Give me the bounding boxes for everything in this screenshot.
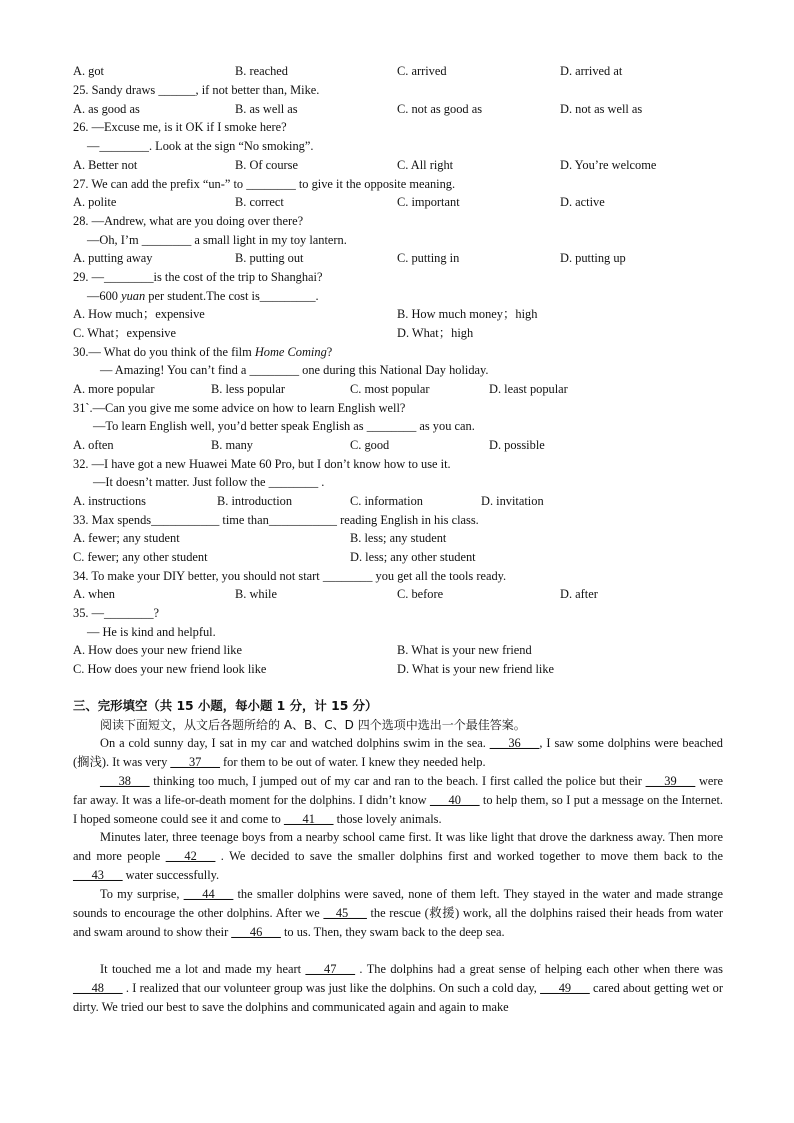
q34-option-a: A. when	[73, 587, 115, 601]
q33-option-a: A. fewer; any student	[73, 531, 180, 545]
passage-paragraph-5: It touched me a lot and made my heart ___47___ . The dolphins had a great sense of helping each other when there was ___48___ . I realized that our volunteer group was just like the dolphins. On such a cold day, ___49___ cared about getting wet or dirty. We tried our best to save the dolphins and communicated again and again to make	[73, 962, 723, 1014]
q27-option-d: D. active	[560, 195, 605, 209]
blank: ___48___	[73, 980, 123, 995]
q29-stem: 29. —________is the cost of the trip to Shanghai?	[73, 270, 323, 284]
blank: ___36___	[489, 736, 540, 750]
q28-stem: 28. —Andrew, what are you doing over there?	[73, 214, 304, 228]
q26-reply: —________. Look at the sign “No smoking”.	[87, 139, 314, 153]
blank: ___42___	[165, 848, 216, 863]
q32-option-c: C. information	[350, 494, 423, 508]
q28-option-c: C. putting in	[397, 251, 460, 265]
q29-option-b: B. How much money；high	[397, 307, 538, 321]
q24-option-c: C. arrived	[397, 64, 447, 78]
q35-reply: — He is kind and helpful.	[87, 625, 216, 639]
q25-option-d: D. not as well as	[560, 102, 643, 116]
q32-reply: —It doesn’t matter. Just follow the ________ .	[93, 475, 325, 489]
q25-stem: 25. Sandy draws ______, if not better than, Mike.	[73, 83, 320, 97]
q28-option-b: B. putting out	[235, 251, 304, 265]
q35-option-b: B. What is your new friend	[397, 643, 532, 657]
q28-option-d: D. putting up	[560, 251, 626, 265]
q27-option-a: A. polite	[73, 195, 117, 209]
q29-reply: —600 yuan per student.The cost is_________.	[87, 289, 319, 303]
q24-option-b: B. reached	[235, 64, 288, 78]
passage-paragraph-1: On a cold sunny day, I sat in my car and watched dolphins swim in the sea. ___36___, I saw some dolphins were beached (搁浅). It was very ___37___ for them to be out of water. I knew they needed help.	[73, 736, 724, 769]
blank: ___39___	[645, 774, 696, 788]
q34-option-b: B. while	[235, 587, 277, 601]
blank: ___46___	[231, 924, 281, 939]
q28-reply: —Oh, I’m ________ a small light in my toy lantern.	[87, 233, 347, 247]
q35-option-c: C. How does your new friend look like	[73, 662, 267, 676]
q30-option-d: D. least popular	[489, 382, 568, 396]
blank: ___37___	[170, 754, 220, 769]
blank: ___49___	[540, 980, 590, 995]
q33-option-d: D. less; any other student	[350, 550, 476, 564]
passage-paragraph-4: To my surprise, ___44___ the smaller dolphins were saved, none of them left. They stayed in the water and made strange sounds to encourage the other dolphins. After we __45___ the rescue (救援) work, all the dolphins raised their heads from water and swam around to show their ___46___ to us. Then, they swam back to the deep sea.	[73, 887, 723, 939]
q35-stem: 35. —________?	[73, 606, 160, 620]
passage-paragraph-3: Minutes later, three teenage boys from a nearby school came first. It was like light that drove the darkness away. Then more and more people ___42___ . We decided to save the smaller dolphins first and worked together to move them back to the ___43___ water successfully.	[73, 830, 723, 882]
q30-stem: 30.— What do you think of the film Home Coming?	[73, 345, 333, 359]
q27-option-c: C. important	[397, 195, 460, 209]
blank: ___40___	[429, 792, 480, 807]
q30-reply: — Amazing! You can’t find a ________ one during this National Day holiday.	[100, 363, 489, 377]
q31-option-a: A. often	[73, 438, 114, 452]
q31-option-b: B. many	[211, 438, 253, 452]
q33-option-b: B. less; any student	[350, 531, 447, 545]
q32-stem: 32. —I have got a new Huawei Mate 60 Pro, but I don’t know how to use it.	[73, 457, 451, 471]
q32-option-d: D. invitation	[481, 494, 544, 508]
q29-option-d: D. What；high	[397, 326, 474, 340]
film-title: Home Coming	[254, 345, 327, 359]
q30-option-c: C. most popular	[350, 382, 430, 396]
blank: ___38___	[100, 774, 150, 788]
q28-option-a: A. putting away	[73, 251, 153, 265]
q26-option-b: B. Of course	[235, 158, 298, 172]
q26-option-c: C. All right	[397, 158, 454, 172]
q31-stem: 31`.—Can you give me some advice on how to learn English well?	[73, 401, 406, 415]
q25-option-b: B. as well as	[235, 102, 298, 116]
q32-option-b: B. introduction	[217, 494, 293, 508]
blank: ___44___	[183, 887, 234, 901]
blank: ___43___	[73, 867, 123, 882]
q34-stem: 34. To make your DIY better, you should not start ________ you get all the tools ready.	[73, 569, 507, 583]
q31-option-c: C. good	[350, 438, 390, 452]
q35-option-d: D. What is your new friend like	[397, 662, 555, 676]
q33-stem: 33. Max spends___________ time than___________ reading English in his class.	[73, 513, 479, 527]
q30-option-a: A. more popular	[73, 382, 155, 396]
q26-stem: 26. —Excuse me, is it OK if I smoke here?	[73, 120, 287, 134]
q26-option-a: A. Better not	[73, 158, 138, 172]
q27-option-b: B. correct	[235, 195, 284, 209]
blank: ___41___	[283, 811, 334, 826]
passage-paragraph-2: ___38___ thinking too much, I jumped out of my car and ran to the beach. I first called the police but their ___39___ were far away. It was a life-or-death moment for the dolphins. I didn’t know ___40___ to help them, so I put a message on the Internet. I hoped someone could see it and come to ___41___ those lovely animals.	[73, 774, 724, 826]
q29-option-c: C. What；expensive	[73, 326, 177, 340]
q34-option-c: C. before	[397, 587, 444, 601]
q32-option-a: A. instructions	[73, 494, 146, 508]
q29-option-a: A. How much；expensive	[73, 307, 205, 321]
q31-reply: —To learn English well, you’d better speak English as ________ as you can.	[93, 419, 475, 433]
q31-option-d: D. possible	[489, 438, 545, 452]
q27-stem: 27. We can add the prefix “un-” to ________ to give it the opposite meaning.	[73, 177, 456, 191]
section-instruction: 阅读下面短文，从文后各题所给的 A、B、C、D 四个选项中选出一个最佳答案。	[100, 718, 526, 732]
blank: __45___	[323, 905, 367, 920]
q25-option-a: A. as good as	[73, 102, 140, 116]
blank: ___47___	[305, 962, 356, 976]
q30-option-b: B. less popular	[211, 382, 285, 396]
section-title: 三、完形填空（共 15 小题，每小题 1 分，计 15 分）	[73, 698, 378, 713]
q34-option-d: D. after	[560, 587, 598, 601]
q26-option-d: D. You’re welcome	[560, 158, 657, 172]
q25-option-c: C. not as good as	[397, 102, 483, 116]
q24-option-a: A. got	[73, 64, 104, 78]
q35-option-a: A. How does your new friend like	[73, 643, 242, 657]
yuan-word: yuan	[121, 289, 146, 303]
q33-option-c: C. fewer; any other student	[73, 550, 208, 564]
q24-option-d: D. arrived at	[560, 64, 623, 78]
